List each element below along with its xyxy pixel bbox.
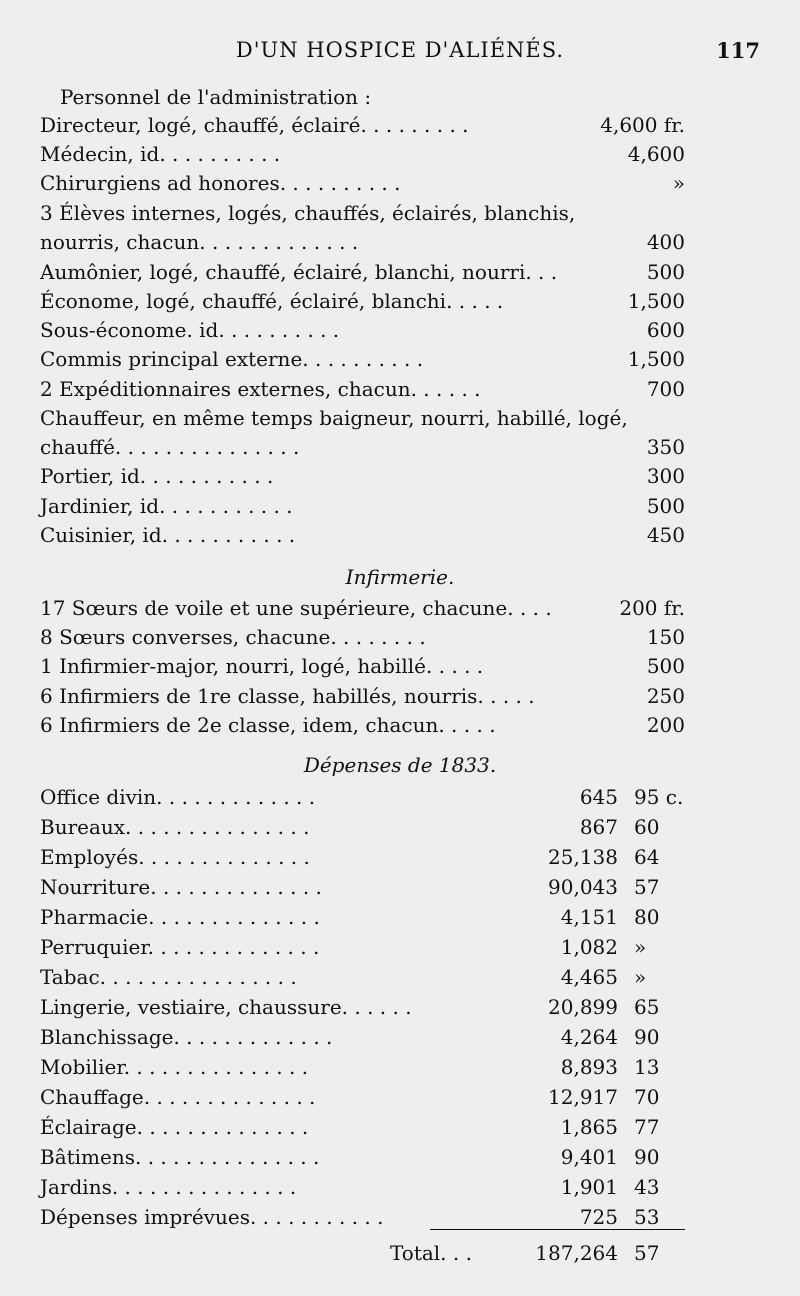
personnel-row: [40, 459, 685, 493]
expense-cents: 57: [634, 875, 660, 899]
expense-francs: 20,899: [548, 995, 618, 1019]
expense-row: [40, 871, 680, 904]
row-amount: 250: [646, 684, 685, 708]
row-amount: 1,500: [627, 289, 685, 313]
expense-francs: 4,465: [560, 965, 618, 989]
expense-francs: 1,865: [560, 1115, 618, 1139]
row-label: 17 Sœurs de voile et une supérieure, chacune. . . .: [40, 596, 552, 620]
expense-francs: 9,401: [560, 1145, 618, 1169]
expense-row: [40, 931, 680, 964]
row-amount: 200: [646, 713, 685, 737]
row-label: 6 Infirmiers de 1re classe, habillés, nourris. . . . .: [40, 684, 535, 708]
expense-row: [40, 1081, 680, 1114]
personnel-row: [40, 342, 685, 376]
expense-cents: 65: [634, 995, 660, 1019]
expense-label: Blanchissage. . . . . . . . . . . . .: [40, 1025, 333, 1049]
expense-francs: 1,082: [560, 935, 618, 959]
expense-cents: »: [634, 965, 647, 989]
expense-label: Éclairage. . . . . . . . . . . . . .: [40, 1115, 309, 1139]
expense-label: Perruquier. . . . . . . . . . . . . .: [40, 935, 320, 959]
expense-cents: 60: [634, 815, 660, 839]
expense-label: Lingerie, vestiaire, chaussure. . . . . .: [40, 995, 412, 1019]
personnel-row: [40, 225, 685, 259]
page-header: [40, 38, 760, 68]
expense-cents: 70: [634, 1085, 660, 1109]
row-amount: 1,500: [627, 347, 685, 371]
expense-cents: 53: [634, 1205, 660, 1229]
row-amount: 500: [646, 654, 685, 678]
row-amount: 350: [646, 435, 685, 459]
row-label: 6 Infirmiers de 2e classe, idem, chacun. . . . .: [40, 713, 496, 737]
expense-label: Office divin. . . . . . . . . . . . .: [40, 785, 316, 809]
row-label: 1 Infirmier-major, nourri, logé, habillé. . . . .: [40, 654, 484, 678]
row-label: Cuisinier, id. . . . . . . . . . .: [40, 523, 296, 547]
row-amount: 200 fr.: [619, 596, 685, 620]
total-label: Total. . .: [390, 1241, 472, 1265]
expense-row: [40, 781, 684, 814]
total-rule: [430, 1229, 685, 1230]
row-label: Chauffeur, en même temps baigneur, nourri, habillé, logé,: [40, 406, 628, 430]
expense-label: Chauffage. . . . . . . . . . . . . .: [40, 1085, 316, 1109]
total-francs: 187,264: [535, 1241, 618, 1265]
expense-cents: 90: [634, 1025, 660, 1049]
row-label: Médecin, id. . . . . . . . . .: [40, 142, 281, 166]
expense-row: [40, 1171, 680, 1204]
row-amount: 600: [646, 318, 685, 342]
total-row: [40, 1237, 680, 1270]
expense-francs: 867: [579, 815, 618, 839]
row-amount: 500: [646, 260, 685, 284]
row-label: 3 Élèves internes, logés, chauffés, éclairés, blanchis,: [40, 201, 576, 225]
row-label: chauffé. . . . . . . . . . . . . . .: [40, 435, 300, 459]
expense-francs: 4,151: [560, 905, 618, 929]
expense-label: Jardins. . . . . . . . . . . . . . .: [40, 1175, 297, 1199]
expense-cents: 64: [634, 845, 660, 869]
expense-francs: 90,043: [548, 875, 618, 899]
row-amount: 400: [646, 230, 685, 254]
expense-francs: 4,264: [560, 1025, 618, 1049]
section-title-depenses: Dépenses de 1833.: [303, 753, 497, 777]
row-amount: 150: [646, 625, 685, 649]
running-title: D'UN HOSPICE D'ALIÉNÉS.: [235, 38, 565, 62]
infirmerie-row: [40, 649, 685, 683]
expense-row: [40, 1021, 680, 1054]
row-label: Jardinier, id. . . . . . . . . . .: [40, 494, 293, 518]
expense-francs: 645: [579, 785, 618, 809]
expense-row: [40, 1111, 680, 1144]
row-label: 8 Sœurs converses, chacune. . . . . . . .: [40, 625, 426, 649]
expense-cents: 80: [634, 905, 660, 929]
expense-label: Tabac. . . . . . . . . . . . . . . .: [40, 965, 297, 989]
expense-cents: 43: [634, 1175, 660, 1199]
expense-label: Nourriture. . . . . . . . . . . . . .: [40, 875, 322, 899]
page-number: 117: [716, 38, 760, 63]
expense-label: Pharmacie. . . . . . . . . . . . . .: [40, 905, 320, 929]
row-amount: 4,600 fr.: [600, 113, 685, 137]
expense-francs: 12,917: [548, 1085, 618, 1109]
personnel-heading: Personnel de l'administration :: [60, 85, 372, 109]
row-amount: 700: [646, 377, 685, 401]
expense-cents: 95 c.: [634, 785, 684, 809]
expense-label: Mobilier. . . . . . . . . . . . . . .: [40, 1055, 309, 1079]
section-title-infirmerie: Infirmerie.: [345, 565, 455, 589]
infirmerie-row: [40, 708, 685, 742]
row-amount: »: [672, 171, 685, 195]
expense-label: Dépenses imprévues. . . . . . . . . . .: [40, 1205, 384, 1229]
expense-row: [40, 811, 680, 844]
expense-label: Bureaux. . . . . . . . . . . . . . .: [40, 815, 310, 839]
row-label: Chirurgiens ad honores. . . . . . . . . .: [40, 171, 401, 195]
expense-francs: 25,138: [548, 845, 618, 869]
expense-row: [40, 961, 680, 994]
expense-label: Bâtimens. . . . . . . . . . . . . . .: [40, 1145, 320, 1169]
expense-row: [40, 841, 680, 874]
row-amount: 450: [646, 523, 685, 547]
row-amount: 500: [646, 494, 685, 518]
personnel-row: [40, 166, 685, 200]
row-label: Commis principal externe. . . . . . . . . .: [40, 347, 424, 371]
row-label: 2 Expéditionnaires externes, chacun. . . . . .: [40, 377, 481, 401]
expense-cents: 13: [634, 1055, 660, 1079]
total-cents: 57: [634, 1241, 660, 1265]
row-amount: 4,600: [627, 142, 685, 166]
expense-francs: 8,893: [560, 1055, 618, 1079]
expense-cents: 90: [634, 1145, 660, 1169]
expense-row: [40, 901, 680, 934]
row-amount: 300: [646, 464, 685, 488]
row-label: Portier, id. . . . . . . . . . .: [40, 464, 274, 488]
row-label: Aumônier, logé, chauffé, éclairé, blanchi, nourri. . .: [40, 260, 558, 284]
row-label: nourris, chacun. . . . . . . . . . . . .: [40, 230, 359, 254]
row-label: Économe, logé, chauffé, éclairé, blanchi. . . . .: [40, 289, 504, 313]
expense-row: [40, 1141, 680, 1174]
expense-label: Employés. . . . . . . . . . . . . .: [40, 845, 310, 869]
expense-cents: »: [634, 935, 647, 959]
row-label: Directeur, logé, chauffé, éclairé. . . . . . . . .: [40, 113, 469, 137]
expense-francs: 725: [579, 1205, 618, 1229]
row-label: Sous-économe. id. . . . . . . . . .: [40, 318, 340, 342]
expense-cents: 77: [634, 1115, 660, 1139]
expense-row: [40, 991, 680, 1024]
expense-francs: 1,901: [560, 1175, 618, 1199]
personnel-row: [40, 518, 685, 552]
expense-row: [40, 1051, 680, 1084]
